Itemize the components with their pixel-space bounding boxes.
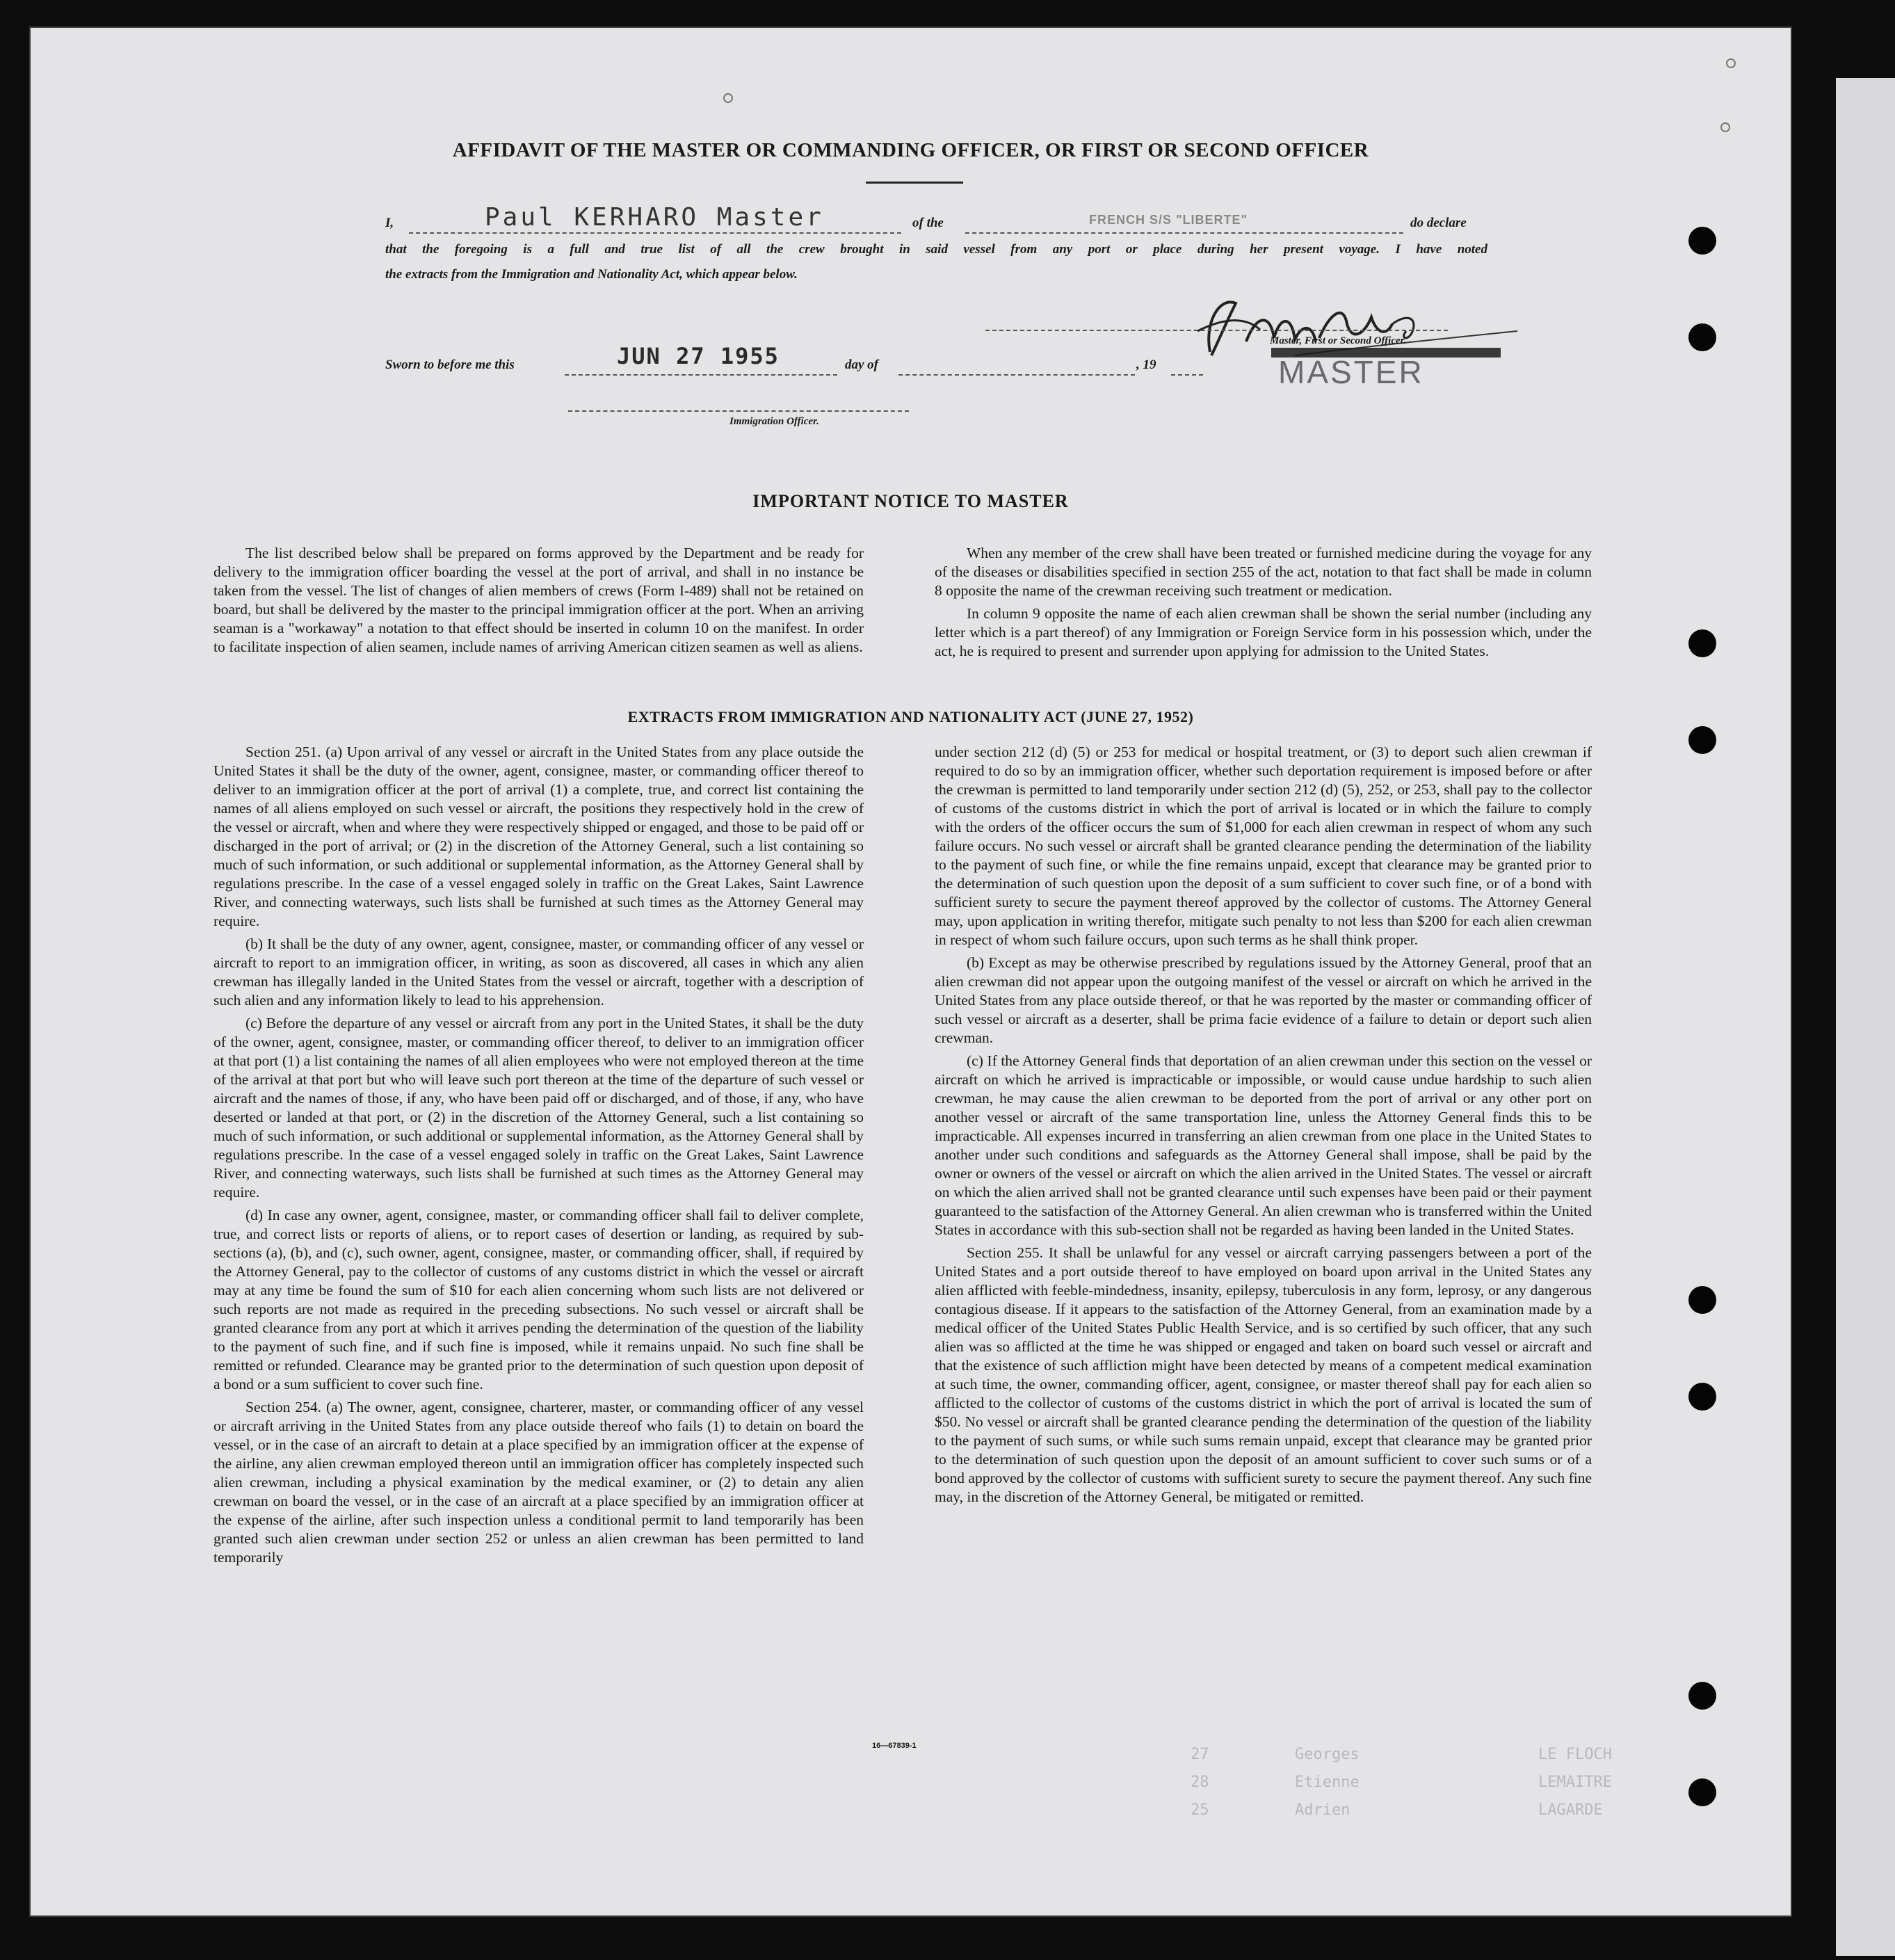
notice-right-column: [935, 544, 1592, 665]
statute-paragraph: (c) If the Attorney General finds that deportation of an alien crewman under this section on the vessel or aircraft on which he arrived is impracticable or impossible, or would cause undue hardship to such alien crewman, he may cause the alien crewman to be deported from the port of arrival or any other port on another vessel or aircraft of the same transportation line, unless the Attorney General finds this to be impracticable. All expenses incurred in transferring an alien crewman from one place in the United States to another under such conditions and safeguards as the Attorney General shall impose, shall be paid by the owner or owners of the vessel or aircraft on which the alien arrived in the United States. The vessel or aircraft on which the alien arrived shall not be granted clearance until such expenses have been paid or their payment guaranteed to the satisfaction of the Attorney General. An alien crewman who is transferred within the United States in accordance with this sub-section shall not be regarded as having been landed in the United States.: [935, 1052, 1592, 1238]
do-declare-label: do declare: [1410, 216, 1467, 230]
statute-paragraph: (b) Except as may be otherwise prescribed by regulations issued by the Attorney General, proof that an alien crewman did not appear upon the outgoing manifest of the vessel or aircraft on which he arrived in the United States from any place outside thereof, or that he was reported by the master or commanding officer of such vessel or aircraft as a deserter, shall be prima facie evidence of a failure to detain or deport such alien crewman.: [935, 954, 1592, 1046]
notice-paragraph: In column 9 opposite the name of each alien crewman shall be shown the serial number (including any letter which is a part thereof) of any Immigration or Foreign Service form in his possession which, under the act, he is required to present and surrender upon applying for admission to the United States.: [935, 605, 1592, 659]
day-of-label: day of: [845, 358, 879, 372]
signature-caption: Master, First or Second Officer.: [1270, 335, 1407, 346]
year-line: [1171, 374, 1203, 376]
master-stamp: MASTER: [1278, 354, 1424, 390]
affidavit-title: AFFIDAVIT OF THE MASTER OR COMMANDING OFFICER, OR FIRST OR SECOND OFFICER: [452, 139, 1369, 161]
statute-paragraph: under section 212 (d) (5) or 253 for medical or hospital treatment, or (3) to deport such alien crewman if required to do so by an immigration officer, whether such deportation requirement is imposed before or after the crewman is permitted to land temporarily under section 212 (d) (5), 252, or 253, shall pay to the collector of customs of the customs district in which the port of arrival is located or in which the failure to comply with the orders of the officer occurs the sum of $1,000 for each alien crewman in respect of whom any such failure occurs. No such vessel or aircraft shall be granted clearance pending the determination of the liability to the payment of such fine, or while the fine remains unpaid, except that clearance may be granted prior to the determination of such question upon the deposit of a sum sufficient to cover such fine, or of a bond with sufficient surety to secure the payment thereof approved by the collector of customs. The Attorney General may, upon application in writing therefor, mitigate such penalty to not less than $200 for each alien crewman in respect of whom such failure occurs, upon such terms as he shall think proper.: [935, 744, 1592, 948]
statute-paragraph: (d) In case any owner, agent, consignee, master, or commanding officer shall fail to deliver complete, true, and correct lists or reports of aliens, or to report cases of desertion or landing, as required by sub-sections (a), (b), and (c), such owner, agent, consignee, master, or commanding officer, shall, if required by the Attorney General, pay to the collector of customs of any customs district in which the vessel or aircraft may at any time be found the sum of $10 for each alien concerning whom such lists are not delivered or such reports are not made as required in the preceding subsections. No such vessel or aircraft shall be granted clearance from any port at which it arrives pending the determination of the question of the liability to the payment of such fine, and if such fine is imposed, while it remains unpaid. No such fine shall be remitted or refunded. Clearance may be granted prior to the determination of such question upon deposit of a bond or a sum sufficient to cover such fine.: [213, 1207, 864, 1392]
extracts-left-column: [213, 743, 864, 1571]
name-line: [409, 232, 901, 234]
received-date-stamp: JUN 27 1955: [617, 343, 780, 369]
year-label: , 19: [1136, 358, 1156, 372]
bleed-through-text: 28: [1191, 1774, 1209, 1791]
statute-paragraph: (c) Before the departure of any vessel or aircraft from any port in the United States, it shall be the duty of the owner, agent, consignee, master, or commanding officer thereof, to deliver to an immigration officer at that port (1) a list containing the names of all alien employees who were not employed thereon at the time of the arrival at that port but who will leave such port thereon at the time of the departure of such vessel or aircraft and the names of those, if any, who have been paid off or discharged, and of those, if any, who have deserted or landed at that port, or (2) in the discretion of the Attorney General, such a list containing so much of such information, or such additional or supplemental information, as the Attorney General shall by regulations prescribe. In the case of a vessel engaged solely in traffic on the Great Lakes, Saint Lawrence River, and connecting waterways, such lists shall be furnished at such times as the Attorney General may require.: [213, 1015, 864, 1200]
declaration-body-line-1: that the foregoing is a full and true list of all the crew brought in said vessel from any port or place during her present voyage. I have noted: [385, 242, 1487, 257]
notice-heading: IMPORTANT NOTICE TO MASTER: [752, 491, 1069, 511]
document-page: [29, 26, 1792, 1917]
binder-hole: [1688, 1383, 1716, 1411]
officer-caption: Immigration Officer.: [729, 416, 819, 427]
sworn-date-line: [565, 374, 837, 376]
vessel-line: [965, 232, 1403, 234]
paper-speck: [723, 93, 733, 103]
bleed-through-text: LEMAITRE: [1538, 1774, 1612, 1791]
binder-hole: [1688, 726, 1716, 754]
bleed-through-text: Georges: [1295, 1746, 1360, 1763]
binder-hole: [1688, 1682, 1716, 1710]
statute-paragraph: Section 251. (a) Upon arrival of any vessel or aircraft in the United States from any place outside the United States it shall be the duty of the owner, agent, consignee, master, or commanding officer thereof to deliver to an immigration officer at the port of arrival (1) a complete, true, and correct list containing the names of all aliens employed on such vessel or aircraft, the positions they respectively hold in the crew of the vessel or aircraft, when and where they were respectively shipped or engaged, and those to be paid off or discharged in the port of arrival; or (2) in the discretion of the Attorney General, such a list containing so much of such information, or such additional or supplemental information, as the Attorney General shall by regulations prescribe. In the case of a vessel engaged solely in traffic on the Great Lakes, Saint Lawrence River, and connecting waterways, such lists shall be furnished at such times as the Attorney General may require.: [213, 744, 864, 929]
adjacent-page-edge: [1836, 78, 1895, 1956]
vessel-name: FRENCH S/S "LIBERTE": [1089, 213, 1248, 227]
declaration-body-line-2: the extracts from the Immigration and Nationality Act, which appear below.: [385, 267, 798, 282]
binder-hole: [1688, 227, 1716, 255]
statute-paragraph: Section 255. It shall be unlawful for any vessel or aircraft carrying passengers between a port of the United States and a port outside thereof to have employed on board upon arrival in the United States any alien afflicted with feeble-mindedness, insanity, epilepsy, tuberculosis in any form, leprosy, or any dangerous contagious disease. If it appears to the satisfaction of the Attorney General, from an examination made by a medical officer of the United States Public Health Service, and is so certified by such officer, that any such alien was so afflicted at the time he was shipped or engaged and taken on board such vessel or aircraft and that the existence of such affliction might have been detected by means of a competent medical examination at such time, the owner, commanding officer, agent, consignee, or master thereof shall pay for each alien so afflicted to the collector of customs of the customs district in which the port of arrival is located the sum of $50. No vessel or aircraft shall be granted clearance pending the determination of the question of the liability to the payment of such sums, or while such sums remain unpaid, except that clearance may be granted prior to the determination of such question upon the deposit of an amount sufficient to cover such sums or of a bond approved by the collector of customs with sufficient surety to secure the payment thereof. Any such fine may, in the discretion of the Attorney General, be mitigated or remitted.: [935, 1244, 1592, 1505]
paper-speck: [1720, 122, 1730, 132]
bleed-through-text: LAGARDE: [1538, 1801, 1603, 1819]
officer-signature-line: [568, 410, 909, 412]
bleed-through-text: 25: [1191, 1801, 1209, 1819]
binder-hole: [1688, 1286, 1716, 1314]
binder-hole: [1688, 629, 1716, 657]
notice-paragraph: The list described below shall be prepared on forms approved by the Department and be ready for delivery to the immigration officer boarding the vessel at the port of arrival, and shall in no instance be taken from the vessel. The list of changes of alien members of crews (Form I-489) shall not be retained on board, but shall be delivered by the master to the principal immigration officer at the port. When an arriving seaman is a "workaway" a notation to that effect should be inserted in column 10 on the manifest. In order to facilitate inspection of alien seamen, include names of arriving American citizen seamen as well as aliens.: [213, 545, 864, 655]
declaration-lead-in: I,: [385, 216, 394, 230]
binder-hole: [1688, 323, 1716, 351]
bleed-through-text: Adrien: [1295, 1801, 1350, 1819]
extracts-right-column: [935, 743, 1592, 1511]
declarant-name: Paul KERHARO Master: [485, 203, 824, 232]
notice-left-column: [213, 544, 864, 661]
bleed-through-text: Etienne: [1295, 1774, 1360, 1791]
title-underline: [866, 182, 963, 184]
form-code: 16—67839-1: [872, 1742, 917, 1750]
of-the-label: of the: [912, 216, 944, 230]
sworn-label: Sworn to before me this: [385, 358, 515, 372]
bleed-through-text: LE FLOCH: [1538, 1746, 1612, 1763]
paper-speck: [1726, 58, 1736, 68]
signature-line: [985, 330, 1448, 331]
binder-hole: [1688, 1778, 1716, 1806]
month-line: [898, 374, 1135, 376]
notice-paragraph: When any member of the crew shall have been treated or furnished medicine during the voyage for any of the diseases or disabilities specified in section 255 of the act, notation to that fact shall be made in column 8 opposite the name of the crewman receiving such treatment or medication.: [935, 545, 1592, 599]
statute-paragraph: Section 254. (a) The owner, agent, consignee, charterer, master, or commanding officer of any vessel or aircraft arriving in the United States from any place outside thereof who fails (1) to detain on board the vessel, or in the case of an aircraft to detain at a place specified by an immigration officer at the expense of the airline, any alien crewman employed thereon until an immigration officer has completely inspected such alien crewman, including a physical examination by the medical examiner, or (2) to detain any alien crewman on board the vessel, or in the case of an aircraft at a place specified by an immigration officer at the expense of the airline, after such inspection unless a conditional permit to land temporarily has been granted such alien crewman under section 252 or unless an alien crewman has been permitted to land temporarily: [213, 1399, 864, 1566]
extracts-heading: EXTRACTS FROM IMMIGRATION AND NATIONALITY ACT (JUNE 27, 1952): [627, 708, 1194, 725]
statute-paragraph: (b) It shall be the duty of any owner, agent, consignee, master, or commanding officer of any vessel or aircraft to report to an immigration officer, in writing, as soon as discovered, all cases in which any alien crewman has illegally landed in the United States from the vessel or aircraft, together with a description of such alien and any information likely to lead to his apprehension.: [213, 935, 864, 1009]
bleed-through-text: 27: [1191, 1746, 1209, 1763]
